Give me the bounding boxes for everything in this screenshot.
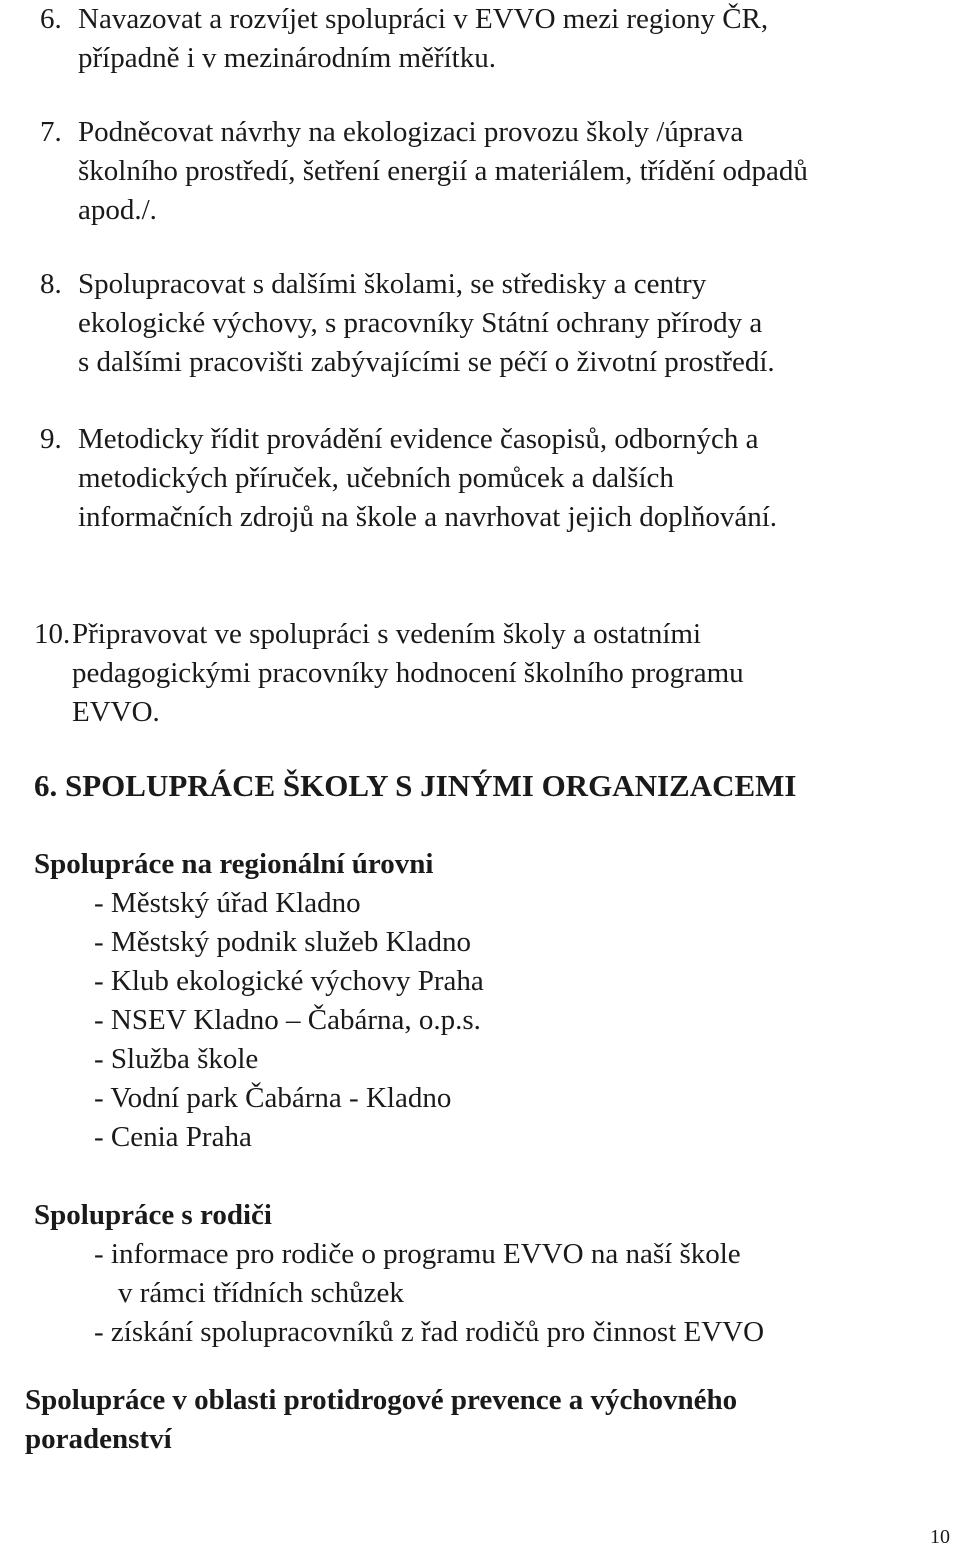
parents-item: - získání spolupracovníků z řad rodičů pro činnost EVVO <box>94 1316 765 1348</box>
item-7-number: 7. <box>40 116 62 148</box>
item-10-line-1: Připravovat ve spolupráci s vedením školy a ostatními <box>72 618 702 650</box>
regional-item: - Klub ekologické výchovy Praha <box>94 965 484 997</box>
parents-heading: Spolupráce s rodiči <box>34 1199 272 1231</box>
regional-item: - Cenia Praha <box>94 1121 252 1153</box>
regional-item: - Městský úřad Kladno <box>94 887 361 919</box>
item-9-line-3: informačních zdrojů na škole a navrhovat jejich doplňování. <box>78 501 778 533</box>
prevention-heading-line-2: poradenství <box>25 1423 172 1455</box>
section-title: SPOLUPRÁCE ŠKOLY S JINÝMI ORGANIZACEMI <box>65 768 797 803</box>
item-10-line-2: pedagogickými pracovníky hodnocení školního programu <box>72 657 744 689</box>
regional-item: - NSEV Kladno – Čabárna, o.p.s. <box>94 1004 481 1036</box>
item-9-number: 9. <box>40 423 62 455</box>
item-9-line-2: metodických příruček, učebních pomůcek a dalších <box>78 462 674 494</box>
item-6-number: 6. <box>40 3 62 35</box>
section-heading <box>34 766 796 805</box>
item-7-line-2: školního prostředí, šetření energií a materiálem, třídění odpadů <box>78 155 808 187</box>
regional-item: - Služba škole <box>94 1043 259 1075</box>
parents-item: - informace pro rodiče o programu EVVO na naší škole <box>94 1238 741 1270</box>
parents-item-continuation: v rámci třídních schůzek <box>118 1277 404 1309</box>
item-8-number: 8. <box>40 268 62 300</box>
prevention-heading-line-1: Spolupráce v oblasti protidrogové prevence a výchovného <box>25 1384 738 1416</box>
item-9-line-1: Metodicky řídit provádění evidence časopisů, odborných a <box>78 423 759 455</box>
item-8-line-3: s dalšími pracovišti zabývajícími se péčí o životní prostředí. <box>78 346 775 378</box>
item-7-line-3: apod./. <box>78 194 157 226</box>
item-6-line-1: Navazovat a rozvíjet spolupráci v EVVO mezi regiony ČR, <box>78 3 769 35</box>
item-8-line-2: ekologické výchovy, s pracovníky Státní ochrany přírody a <box>78 307 763 339</box>
item-8-line-1: Spolupracovat s dalšími školami, se středisky a centry <box>78 268 707 300</box>
section-number: 6. <box>34 768 58 803</box>
item-6-line-2: případně i v mezinárodním měřítku. <box>78 42 496 74</box>
item-7-line-1: Podněcovat návrhy na ekologizaci provozu školy /úprava <box>78 116 744 148</box>
item-10-number: 10. <box>34 618 71 650</box>
page-number: 10 <box>930 1526 950 1548</box>
item-10-line-3: EVVO. <box>72 696 160 728</box>
regional-item: - Vodní park Čabárna - Kladno <box>94 1082 452 1114</box>
regional-heading: Spolupráce na regionální úrovni <box>34 848 434 880</box>
regional-item: - Městský podnik služeb Kladno <box>94 926 471 958</box>
